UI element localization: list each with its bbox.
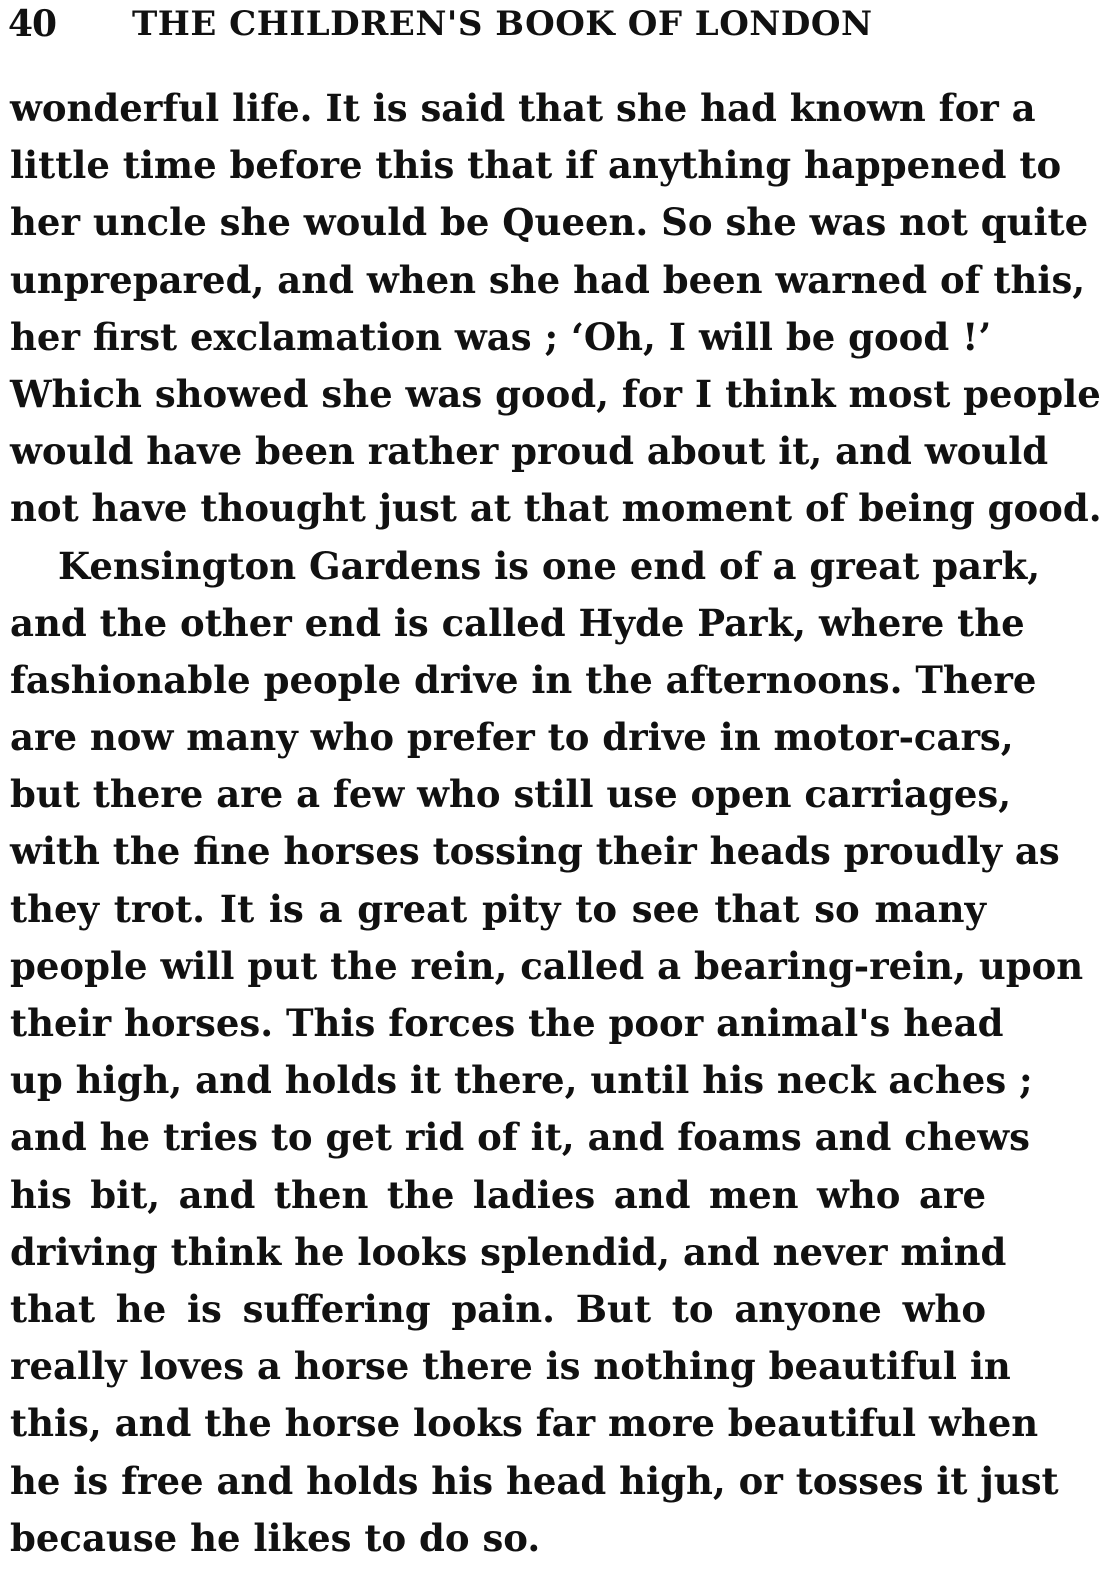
text-line: fashionable people drive in the afternoons. There [10, 657, 1037, 702]
text-line: they trot. It is a great pity to see that so many [10, 886, 986, 931]
text-line: his bit, and then the ladies and men who are [10, 1172, 986, 1217]
text-line: people will put the rein, called a bearing-rein, upon [10, 943, 1084, 988]
page-header [0, 0, 1000, 58]
text-line: unprepared, and when she had been warned of this, [10, 257, 1086, 302]
text-line: her uncle she would be Queen. So she was not quite [10, 200, 1089, 245]
text-line: driving think he looks splendid, and never mind [10, 1229, 1007, 1274]
text-line: with the fine horses tossing their heads proudly as [10, 829, 1060, 874]
text-line: really loves a horse there is nothing beautiful in [10, 1344, 1011, 1389]
running-title: THE CHILDREN'S BOOK OF LONDON [132, 4, 873, 44]
text-line: little time before this that if anything happened to [10, 143, 1062, 188]
text-line: that he is suffering pain. But to anyone who [10, 1286, 986, 1331]
text-line: wonderful life. It is said that she had known for a [10, 86, 1036, 130]
paragraph-2 [10, 538, 1084, 1567]
text-line: would have been rather proud about it, and would [10, 429, 1049, 474]
text-line: up high, and holds it there, until his neck aches ; [10, 1058, 1033, 1103]
text-line: he is free and holds his head high, or tosses it just [10, 1458, 1059, 1503]
text-line: but there are a few who still use open carriages, [10, 772, 1012, 817]
text-line: her first exclamation was ; ‘Oh, I will be good !’ [10, 314, 992, 359]
page-number: 40 [8, 3, 57, 45]
text-line: and he tries to get rid of it, and foams and chews [10, 1115, 1030, 1160]
text-line: because he likes to do so. [10, 1515, 541, 1560]
text-line: are now many who prefer to drive in motor-cars, [10, 715, 1014, 760]
body-text [10, 80, 1102, 1567]
text-line: this, and the horse looks far more beautiful when [10, 1401, 1039, 1446]
text-line: not have thought just at that moment of being good. [10, 486, 1102, 531]
text-line: and the other end is called Hyde Park, where the [10, 600, 1025, 645]
text-line: Which showed she was good, for I think most people [10, 371, 1101, 416]
text-line: Kensington Gardens is one end of a great park, [58, 543, 1041, 588]
paragraph-1 [10, 80, 1102, 538]
text-line: their horses. This forces the poor animal's head [10, 1001, 1004, 1045]
